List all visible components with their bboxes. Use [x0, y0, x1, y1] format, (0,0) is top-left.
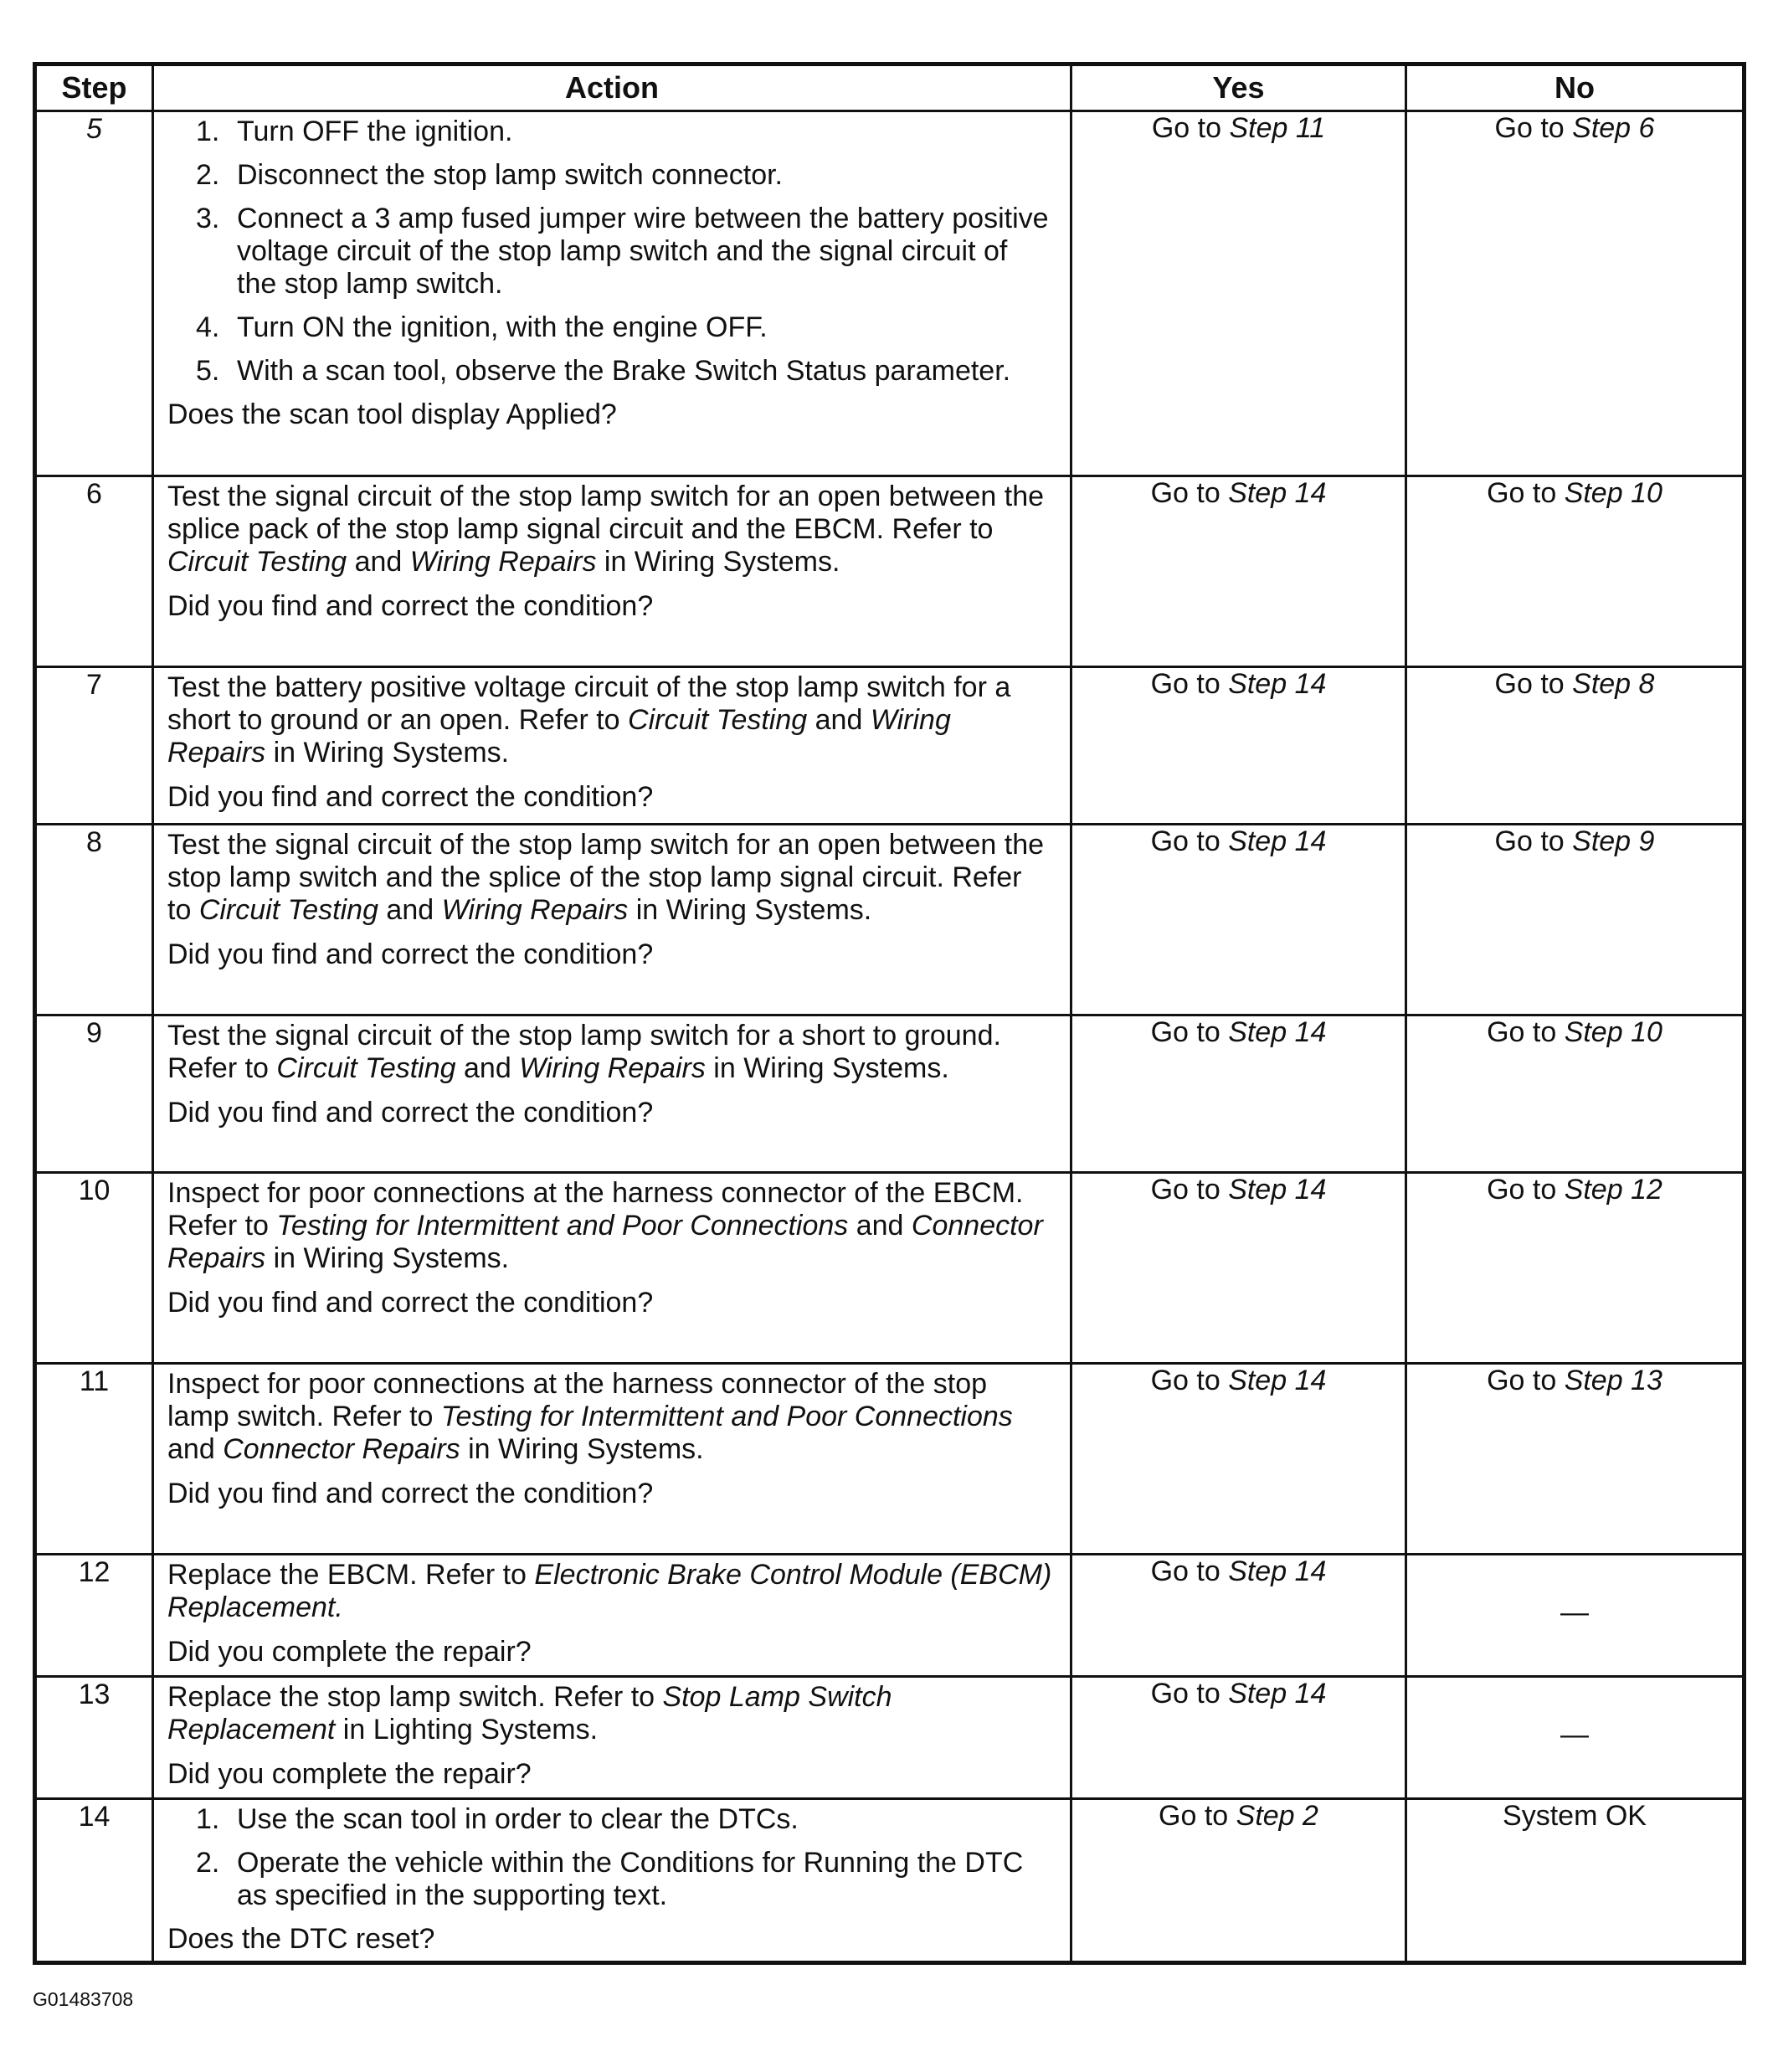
action-text: Inspect for poor connections at the harness connector of the EBCM. Refer to Testing for Intermittent and Poor Connections and Connector Repairs in Wiring Systems. — [167, 1177, 1043, 1274]
step-number: 11 — [35, 1364, 153, 1555]
step-number: 14 — [35, 1799, 153, 1963]
manual-reference: Wiring Repairs — [519, 1052, 706, 1084]
manual-reference: Electronic Brake Control Module (EBCM) Replacement. — [167, 1559, 1052, 1623]
yes-cell: Go to Step 14 — [1071, 476, 1406, 667]
table-row — [35, 1173, 1745, 1364]
no-cell: — — [1406, 1555, 1745, 1677]
manual-reference: Circuit Testing — [276, 1052, 456, 1084]
manual-reference: Wiring Repairs — [441, 894, 629, 926]
action-cell — [153, 1173, 1071, 1364]
substep-item: 1. Use the scan tool in order to clear the DTCs. — [196, 1803, 799, 1835]
step-reference: Step 10 — [1564, 1016, 1662, 1048]
header-yes: Yes — [1071, 64, 1406, 111]
action-text: Replace the stop lamp switch. Refer to Stop Lamp Switch Replacement in Lighting Systems. — [167, 1681, 892, 1746]
action-question: Did you find and correct the condition? — [167, 590, 654, 622]
no-cell: System OK — [1406, 1799, 1745, 1963]
header-action: Action — [153, 64, 1071, 111]
step-number: 10 — [35, 1173, 153, 1364]
figure-id: G01483708 — [33, 1988, 134, 2010]
step-reference: Step 9 — [1572, 825, 1655, 857]
no-cell: Go to Step 9 — [1406, 825, 1745, 1015]
no-cell: Go to Step 10 — [1406, 1015, 1745, 1173]
action-cell — [153, 667, 1071, 825]
yes-cell: Go to Step 14 — [1071, 1555, 1406, 1677]
yes-cell: Go to Step 14 — [1071, 825, 1406, 1015]
manual-reference: Connector Repairs — [167, 1210, 1043, 1274]
manual-reference: Circuit Testing — [198, 894, 378, 926]
header-no: No — [1406, 64, 1745, 111]
step-number: 6 — [35, 476, 153, 667]
step-reference: Step 6 — [1572, 112, 1655, 144]
step-reference: Step 14 — [1228, 668, 1327, 700]
header-step: Step — [35, 64, 153, 111]
step-reference: Step 2 — [1236, 1800, 1318, 1832]
action-text: Test the signal circuit of the stop lamp switch for an open between the stop lamp switch and the splice of the stop lamp signal circuit. Refer to Circuit Testing and Wiring Repairs in Wiring Systems. — [167, 829, 1045, 926]
step-reference: Step 14 — [1228, 1678, 1327, 1710]
table-row — [35, 667, 1745, 825]
manual-reference: Testing for Intermittent and Poor Connections — [440, 1401, 1013, 1432]
step-number: 7 — [35, 667, 153, 825]
action-text: Test the signal circuit of the stop lamp switch for a short to ground. Refer to Circuit Testing and Wiring Repairs in Wiring Systems. — [167, 1020, 1001, 1084]
step-number: 5 — [35, 111, 153, 476]
no-cell: Go to Step 6 — [1406, 111, 1745, 476]
action-cell — [153, 476, 1071, 667]
table-row — [35, 825, 1745, 1015]
action-text: Inspect for poor connections at the harness connector of the stop lamp switch. Refer to Testing for Intermittent and Poor Connections and Connector Repairs in Wiring Systems. — [167, 1368, 1013, 1465]
yes-cell: Go to Step 2 — [1071, 1799, 1406, 1963]
table-row — [35, 1677, 1745, 1799]
manual-reference: Wiring Repairs — [409, 546, 597, 578]
action-question: Does the scan tool display Applied? — [167, 398, 617, 430]
manual-reference: Circuit Testing — [628, 704, 808, 736]
no-cell: — — [1406, 1677, 1745, 1799]
step-reference: Step 12 — [1564, 1174, 1662, 1206]
action-cell — [153, 825, 1071, 1015]
action-text: Test the signal circuit of the stop lamp switch for an open between the splice pack of the stop lamp signal circuit and the EBCM. Refer to Circuit Testing and Wiring Repairs in Wiring Systems. — [167, 481, 1045, 578]
substep-item: 1. Turn OFF the ignition. — [196, 116, 513, 147]
action-question: Did you find and correct the condition? — [167, 1097, 654, 1129]
action-question: Did you complete the repair? — [167, 1758, 532, 1790]
substep-list — [167, 1803, 1053, 1912]
action-cell — [153, 1015, 1071, 1173]
action-question: Did you find and correct the condition? — [167, 1478, 654, 1509]
substep-item: 4. Turn ON the ignition, with the engine OFF. — [196, 311, 768, 343]
yes-cell: Go to Step 14 — [1071, 1364, 1406, 1555]
action-question: Does the DTC reset? — [167, 1923, 435, 1955]
table-row — [35, 1799, 1745, 1963]
step-reference: Step 14 — [1228, 1016, 1327, 1048]
action-cell — [153, 111, 1071, 476]
manual-reference: Wiring Repairs — [167, 704, 951, 769]
no-cell: Go to Step 8 — [1406, 667, 1745, 825]
diagnostic-table — [33, 62, 1746, 1965]
manual-reference: Connector Repairs — [223, 1433, 460, 1465]
yes-cell: Go to Step 14 — [1071, 1015, 1406, 1173]
step-reference: Step 10 — [1564, 477, 1662, 509]
step-reference: Step 14 — [1228, 1365, 1327, 1396]
yes-cell: Go to Step 14 — [1071, 1173, 1406, 1364]
step-reference: Step 8 — [1572, 668, 1655, 700]
step-reference: Step 14 — [1228, 1555, 1327, 1587]
yes-cell: Go to Step 11 — [1071, 111, 1406, 476]
action-cell — [153, 1799, 1071, 1963]
substep-item: 3. Connect a 3 amp fused jumper wire between the battery positive voltage circuit of the stop lamp switch and the signal circuit of the stop lamp switch. — [196, 203, 1049, 300]
action-text: Replace the EBCM. Refer to Electronic Brake Control Module (EBCM) Replacement. — [167, 1559, 1052, 1623]
substep-item: 2. Disconnect the stop lamp switch connector. — [196, 159, 783, 191]
step-number: 13 — [35, 1677, 153, 1799]
step-reference: Step 13 — [1564, 1365, 1662, 1396]
no-cell: Go to Step 13 — [1406, 1364, 1745, 1555]
step-number: 8 — [35, 825, 153, 1015]
action-cell — [153, 1364, 1071, 1555]
no-cell: Go to Step 10 — [1406, 476, 1745, 667]
action-cell — [153, 1677, 1071, 1799]
step-number: 12 — [35, 1555, 153, 1677]
action-cell — [153, 1555, 1071, 1677]
substep-list — [167, 116, 1053, 388]
manual-reference: Stop Lamp Switch Replacement — [167, 1681, 892, 1746]
step-reference: Step 14 — [1228, 1174, 1327, 1206]
substep-item: 5. With a scan tool, observe the Brake Switch Status parameter. — [196, 355, 1011, 387]
table-row — [35, 111, 1745, 476]
table-row — [35, 476, 1745, 667]
step-reference: Step 14 — [1228, 825, 1327, 857]
diagnostic-table-container — [33, 62, 1742, 1965]
action-question: Did you find and correct the condition? — [167, 1287, 654, 1319]
table-row — [35, 1555, 1745, 1677]
table-row — [35, 1015, 1745, 1173]
manual-reference: Circuit Testing — [167, 546, 347, 578]
substep-item: 2. Operate the vehicle within the Conditions for Running the DTC as specified in the supporting text. — [196, 1847, 1024, 1911]
yes-cell: Go to Step 14 — [1071, 1677, 1406, 1799]
manual-reference: Testing for Intermittent and Poor Connections — [276, 1210, 849, 1242]
step-number: 9 — [35, 1015, 153, 1173]
step-reference: Step 11 — [1229, 112, 1326, 144]
table-row — [35, 1364, 1745, 1555]
table-header-row — [35, 64, 1745, 111]
step-reference: Step 14 — [1228, 477, 1327, 509]
action-text: Test the battery positive voltage circuit of the stop lamp switch for a short to ground or an open. Refer to Circuit Testing and Wiring Repairs in Wiring Systems. — [167, 671, 1011, 769]
action-question: Did you complete the repair? — [167, 1636, 532, 1668]
action-question: Did you find and correct the condition? — [167, 938, 654, 970]
yes-cell: Go to Step 14 — [1071, 667, 1406, 825]
action-question: Did you find and correct the condition? — [167, 781, 654, 813]
no-cell: Go to Step 12 — [1406, 1173, 1745, 1364]
